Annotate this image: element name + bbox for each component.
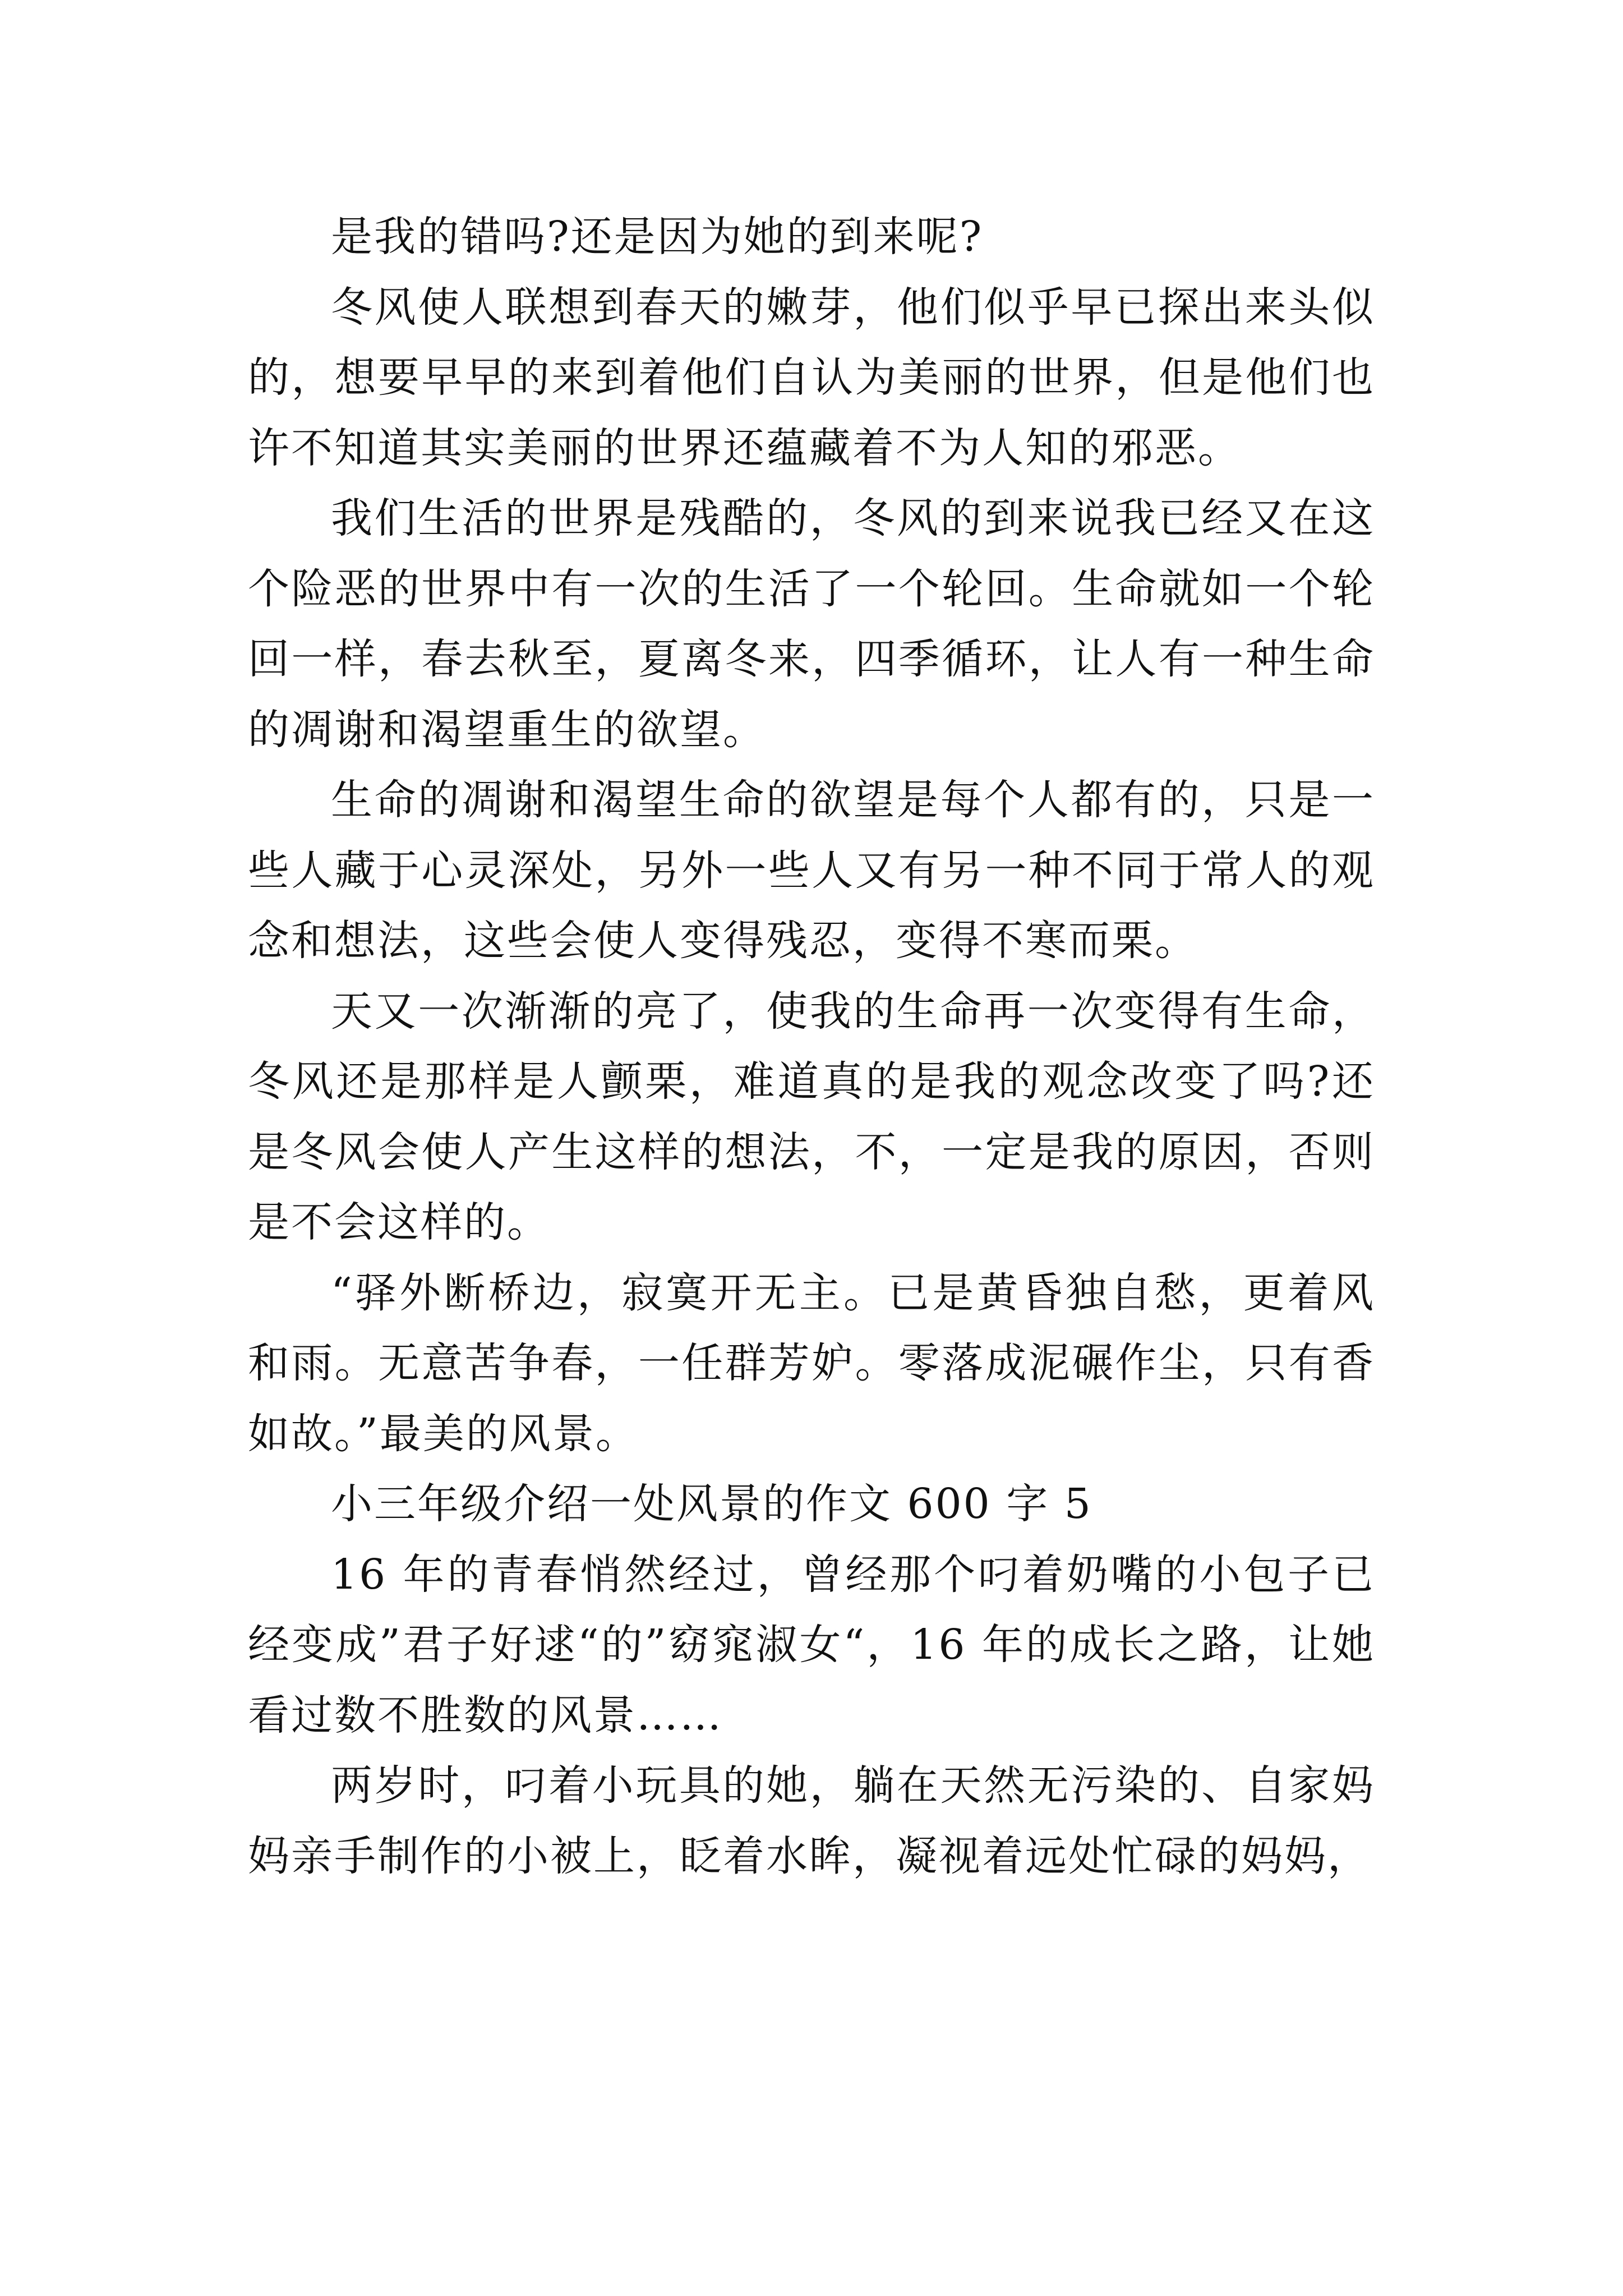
paragraph: 冬风使人联想到春天的嫩芽，他们似乎早已探出来头似的，想要早早的来到着他们自认为美丽的世界，但是他们也许不知道其实美丽的世界还蕴藏着不为人知的邪恶。 [248, 283, 1375, 472]
document-body [248, 202, 1375, 1892]
paragraph: 是我的错吗?还是因为她的到来呢? [331, 213, 984, 261]
paragraph: 我们生活的世界是残酷的，冬风的到来说我已经又在这个险恶的世界中有一次的生活了一个轮回。生命就如一个轮回一样，春去秋至，夏离冬来，四季循环，让人有一种生命的凋谢和渴望重生的欲望。 [248, 494, 1375, 754]
paragraph: 生命的凋谢和渴望生命的欲望是每个人都有的，只是一些人藏于心灵深处，另外一些人又有另一种不同于常人的观念和想法，这些会使人变得残忍，变得不寒而栗。 [248, 776, 1375, 965]
paragraph: 天又一次渐渐的亮了，使我的生命再一次变得有生命，冬风还是那样是人颤栗，难道真的是我的观念改变了吗?还是冬风会使人产生这样的想法，不，一定是我的原因，否则是不会这样的。 [248, 987, 1375, 1246]
paragraph: “驿外断桥边，寂寞开无主。已是黄昏独自愁，更着风和雨。无意苦争春，一任群芳妒。零落成泥碾作尘，只有香如故。”最美的风景。 [248, 1268, 1375, 1458]
paragraph: 16 年的青春悄然经过，曾经那个叼着奶嘴的小包子已经变成”君子好逑“的”窈窕淑女“，16 年的成长之路，让她看过数不胜数的风景…… [248, 1550, 1375, 1740]
section-heading: 小三年级介绍一处风景的作文 600 字 5 [331, 1480, 1092, 1528]
paragraph: 两岁时，叼着小玩具的她，躺在天然无污染的、自家妈妈亲手制作的小被上，眨着水眸，凝视着远处忙碌的妈妈， [248, 1761, 1375, 1880]
